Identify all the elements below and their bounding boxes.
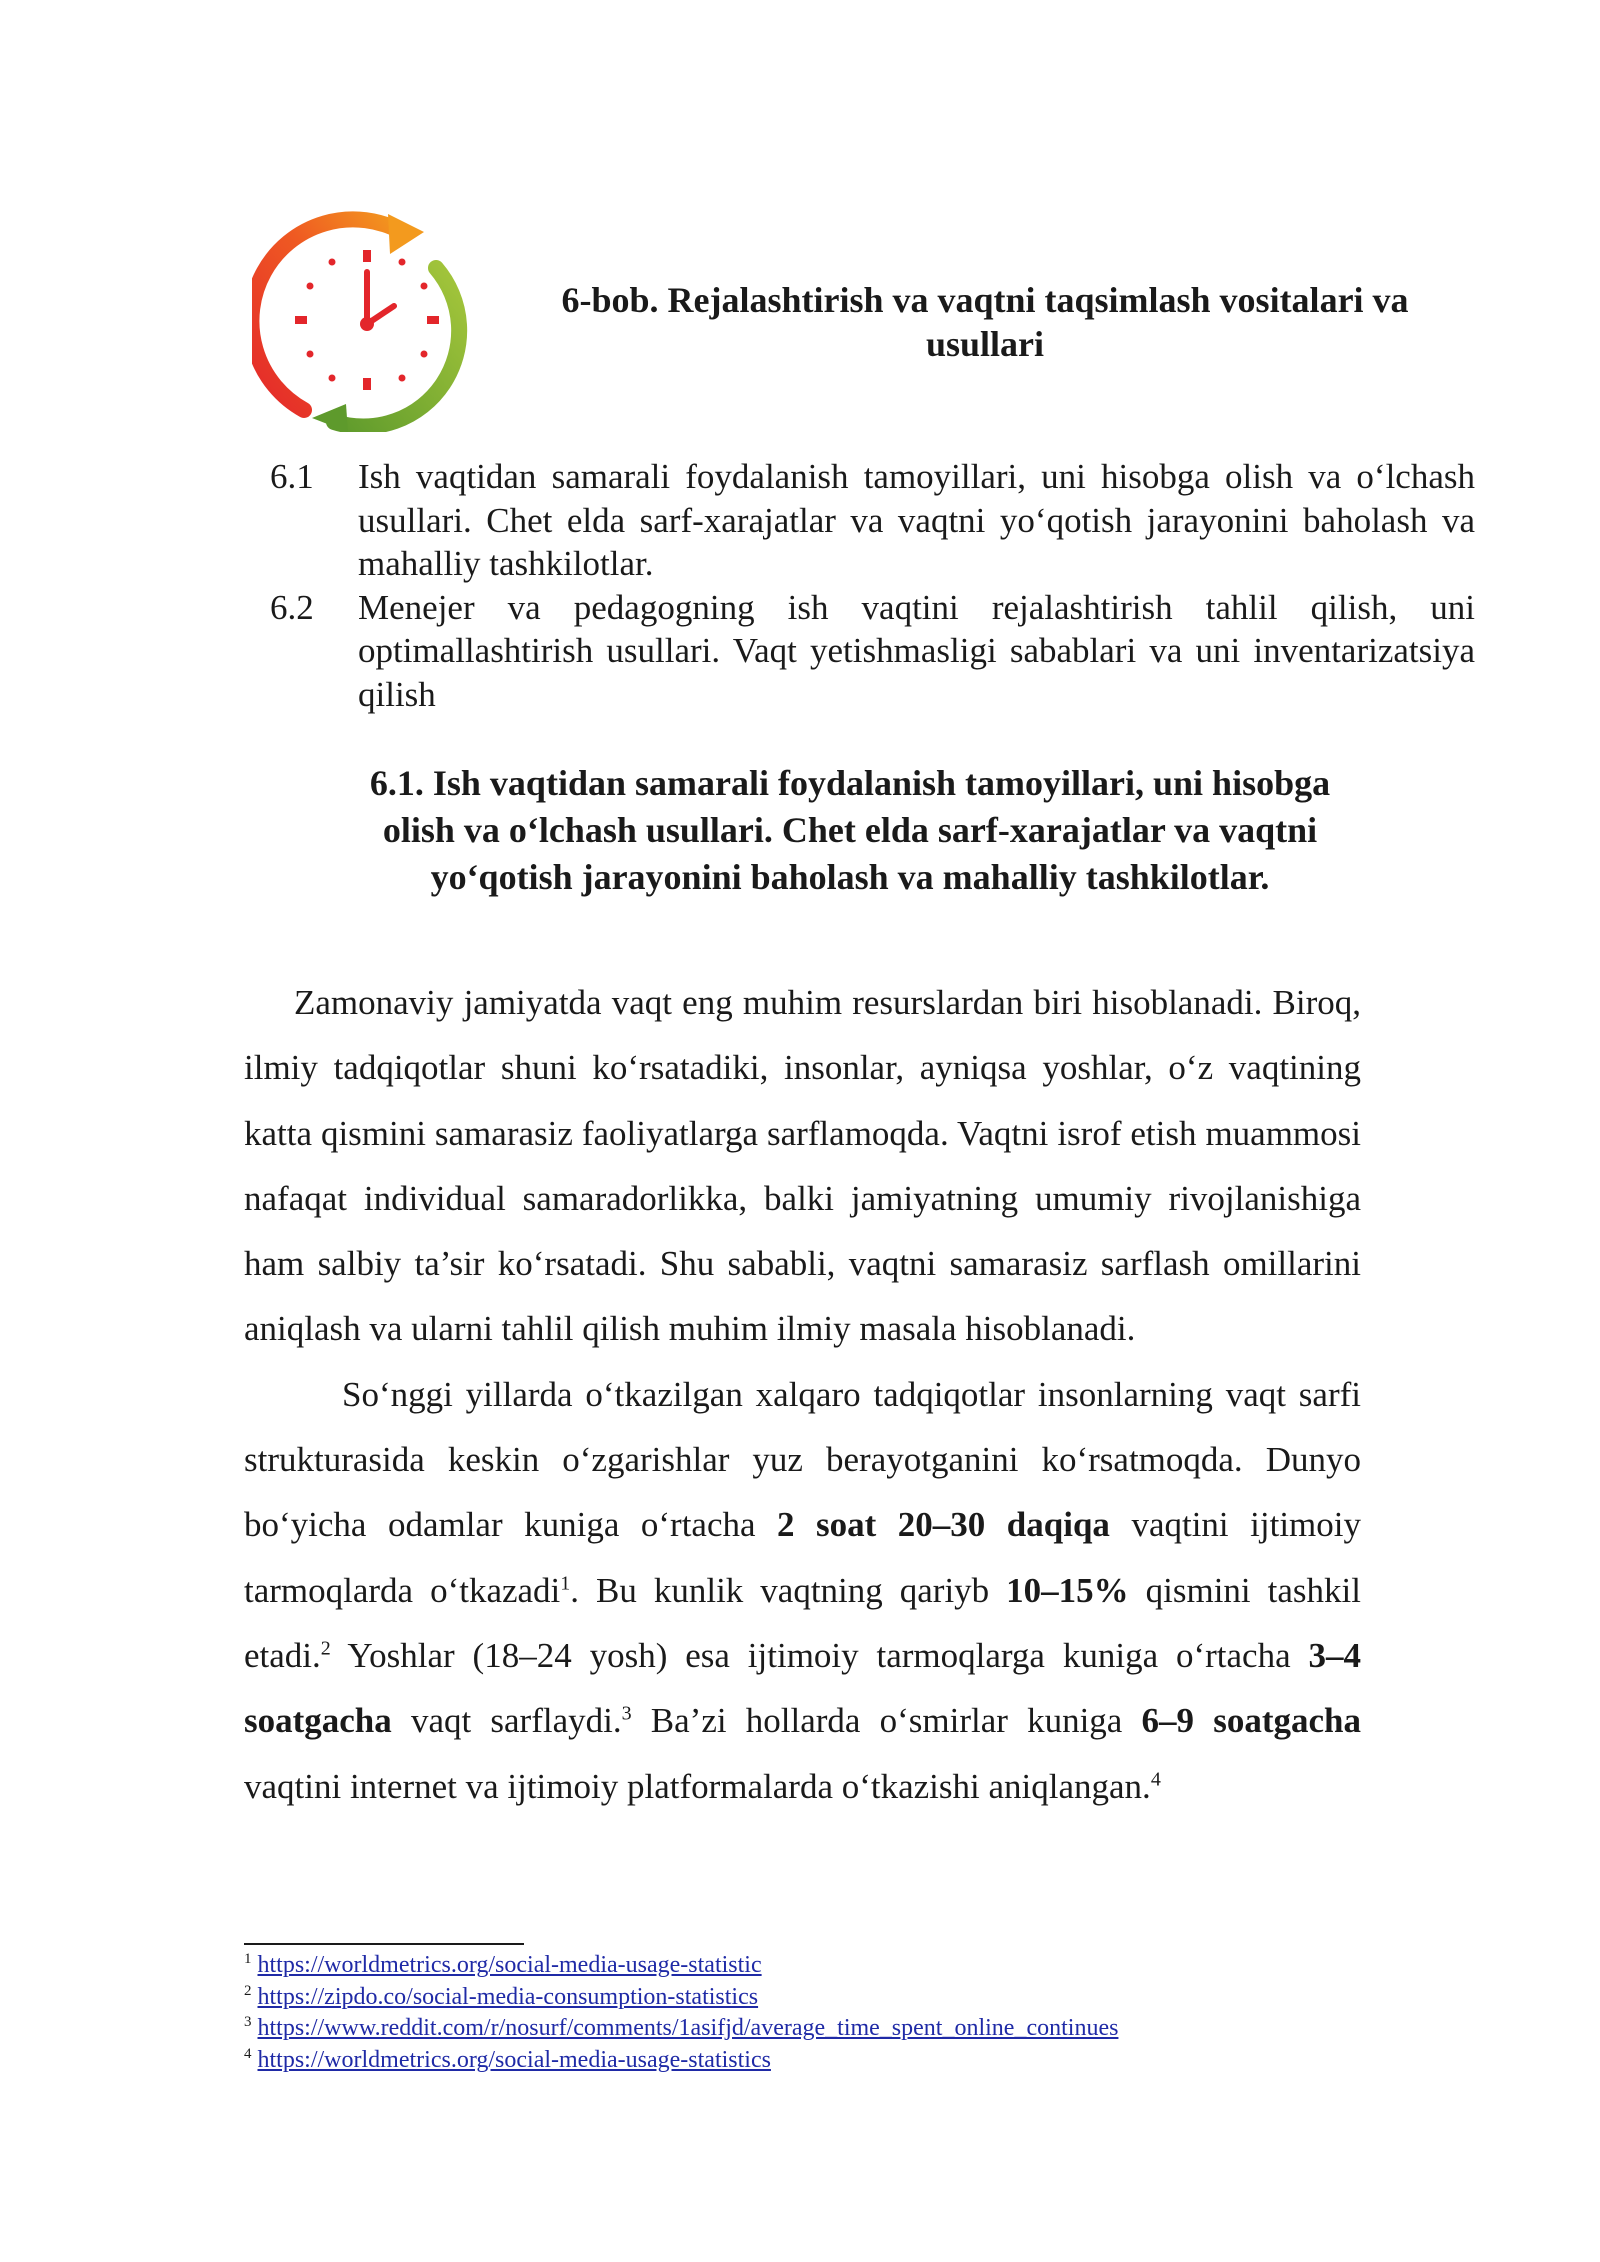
footnote-link[interactable]: https://www.reddit.com/r/nosurf/comments/1asifjd/average_time_spent_online_continues bbox=[257, 2015, 1119, 2041]
footnote-4 bbox=[244, 2045, 1394, 2077]
chapter-title-line1: 6-bob. Rejalashtirish va vaqtni taqsimlash vositalari va bbox=[561, 280, 1409, 320]
text-run: qismini tashkil etadi. bbox=[244, 1570, 1361, 1675]
contents-item-text: Menejer va pedagogning ish vaqtini rejalashtirish tahlil qilish, uni optimallashtirish usullari. Vaqt yetishmasligi sabablari va uni inventarizatsiya qilish bbox=[358, 587, 1475, 714]
chapter-contents-list bbox=[270, 455, 1475, 716]
highlight-percent: 10–15% bbox=[1006, 1570, 1129, 1610]
paragraph-statistics bbox=[244, 1362, 1361, 1819]
footnote-number: 3 bbox=[244, 2014, 252, 2030]
footnote-number: 2 bbox=[244, 1982, 252, 1999]
section-heading-line3: yo‘qotish jarayonini baholash va mahalliy tashkilotlar. bbox=[430, 857, 1270, 897]
paragraph-intro: Zamonaviy jamiyatda vaqt eng muhim resurslardan biri hisoblanadi. Biroq, ilmiy tadqiqotlar shuni ko‘rsatadiki, insonlar, ayniqsa yoshlar, o‘z vaqtining katta qismini samarasiz faoliyatlarga sarflamoqda. Vaqtni isrof etish muammosi nafaqat individual samaradorlikka, balki jamiyatning umumiy rivojlanishiga ham salbiy ta’sir ko‘rsatadi. Shu sababli, vaqtni samarasiz sarflash omillarini aniqlash va ularni tahlil qilish muhim ilmiy masala hisoblanadi. bbox=[244, 983, 1361, 1349]
text-run: Yoshlar (18–24 yosh) esa ijtimoiy tarmoqlarga kuniga o‘rtacha bbox=[330, 1635, 1309, 1675]
footnote-ref-1: 1 bbox=[560, 1572, 571, 1595]
contents-item bbox=[270, 586, 1475, 717]
text-run: So‘nggi yillarda o‘tkazilgan xalqaro tadqiqotlar insonlarning vaqt sarfi strukturasida keskin o‘zgarishlar yuz berayotganini ko‘rsatmoqda. Dunyo bo‘yicha odamlar kuniga o‘rtacha bbox=[244, 1374, 1361, 1545]
section-heading-line1: 6.1. Ish vaqtidan samarali foydalanish tamoyillari, uni hisobga bbox=[369, 763, 1331, 803]
footnote-ref-3: 3 bbox=[621, 1702, 632, 1725]
clock-logo-icon bbox=[252, 210, 478, 432]
footnote-1 bbox=[244, 1950, 1394, 1982]
section-heading bbox=[330, 760, 1370, 901]
footnote-number: 4 bbox=[244, 2045, 252, 2062]
text-run: . Bu kunlik vaqtning qariyb bbox=[570, 1570, 1007, 1610]
highlight-youth-hours: 3–4 soatgacha bbox=[244, 1635, 1361, 1741]
footnote-link[interactable]: https://worldmetrics.org/social-media-usage-statistic bbox=[257, 1952, 762, 1978]
contents-item-number: 6.2 bbox=[270, 587, 314, 627]
highlight-teen-hours: 6–9 soatgacha bbox=[1141, 1701, 1361, 1741]
footnotes bbox=[244, 1950, 1394, 2076]
body-text bbox=[244, 970, 1361, 1819]
contents-item bbox=[270, 455, 1475, 586]
footnote-number: 1 bbox=[244, 1951, 252, 1967]
text-run: vaqt sarflaydi. bbox=[391, 1701, 622, 1741]
footnote-ref-2: 2 bbox=[320, 1637, 331, 1660]
contents-item-number: 6.1 bbox=[270, 457, 314, 496]
footnote-link[interactable]: https://worldmetrics.org/social-media-usage-statistics bbox=[257, 2046, 771, 2073]
chapter-title-line2: usullari bbox=[925, 324, 1045, 364]
footnote-link[interactable]: https://zipdo.co/social-media-consumption-statistics bbox=[257, 1983, 759, 2010]
footnote-3 bbox=[244, 2013, 1394, 2045]
section-heading-line2: olish va o‘lchash usullari. Chet elda sarf-xarajatlar va vaqtni bbox=[382, 810, 1318, 850]
text-run: vaqtini ijtimoiy tarmoqlarda o‘tkazadi bbox=[244, 1505, 1361, 1610]
footnote-separator bbox=[244, 1943, 524, 1945]
chapter-title bbox=[520, 278, 1450, 366]
highlight-daily-time: 2 soat 20–30 daqiqa bbox=[777, 1505, 1110, 1545]
contents-item-text: Ish vaqtidan samarali foydalanish tamoyillari, uni hisobga olish va o‘lchash usullari. Chet elda sarf-xarajatlar va vaqtni yo‘qotish jarayonini baholash va mahalliy tashkilotlar. bbox=[358, 457, 1475, 583]
text-run: vaqtini internet va ijtimoiy platformalarda o‘tkazishi aniqlangan. bbox=[244, 1766, 1151, 1806]
footnote-ref-4: 4 bbox=[1150, 1767, 1161, 1790]
text-run: Ba’zi hollarda o‘smirlar kuniga bbox=[631, 1701, 1142, 1741]
footnote-2 bbox=[244, 1982, 1394, 2014]
